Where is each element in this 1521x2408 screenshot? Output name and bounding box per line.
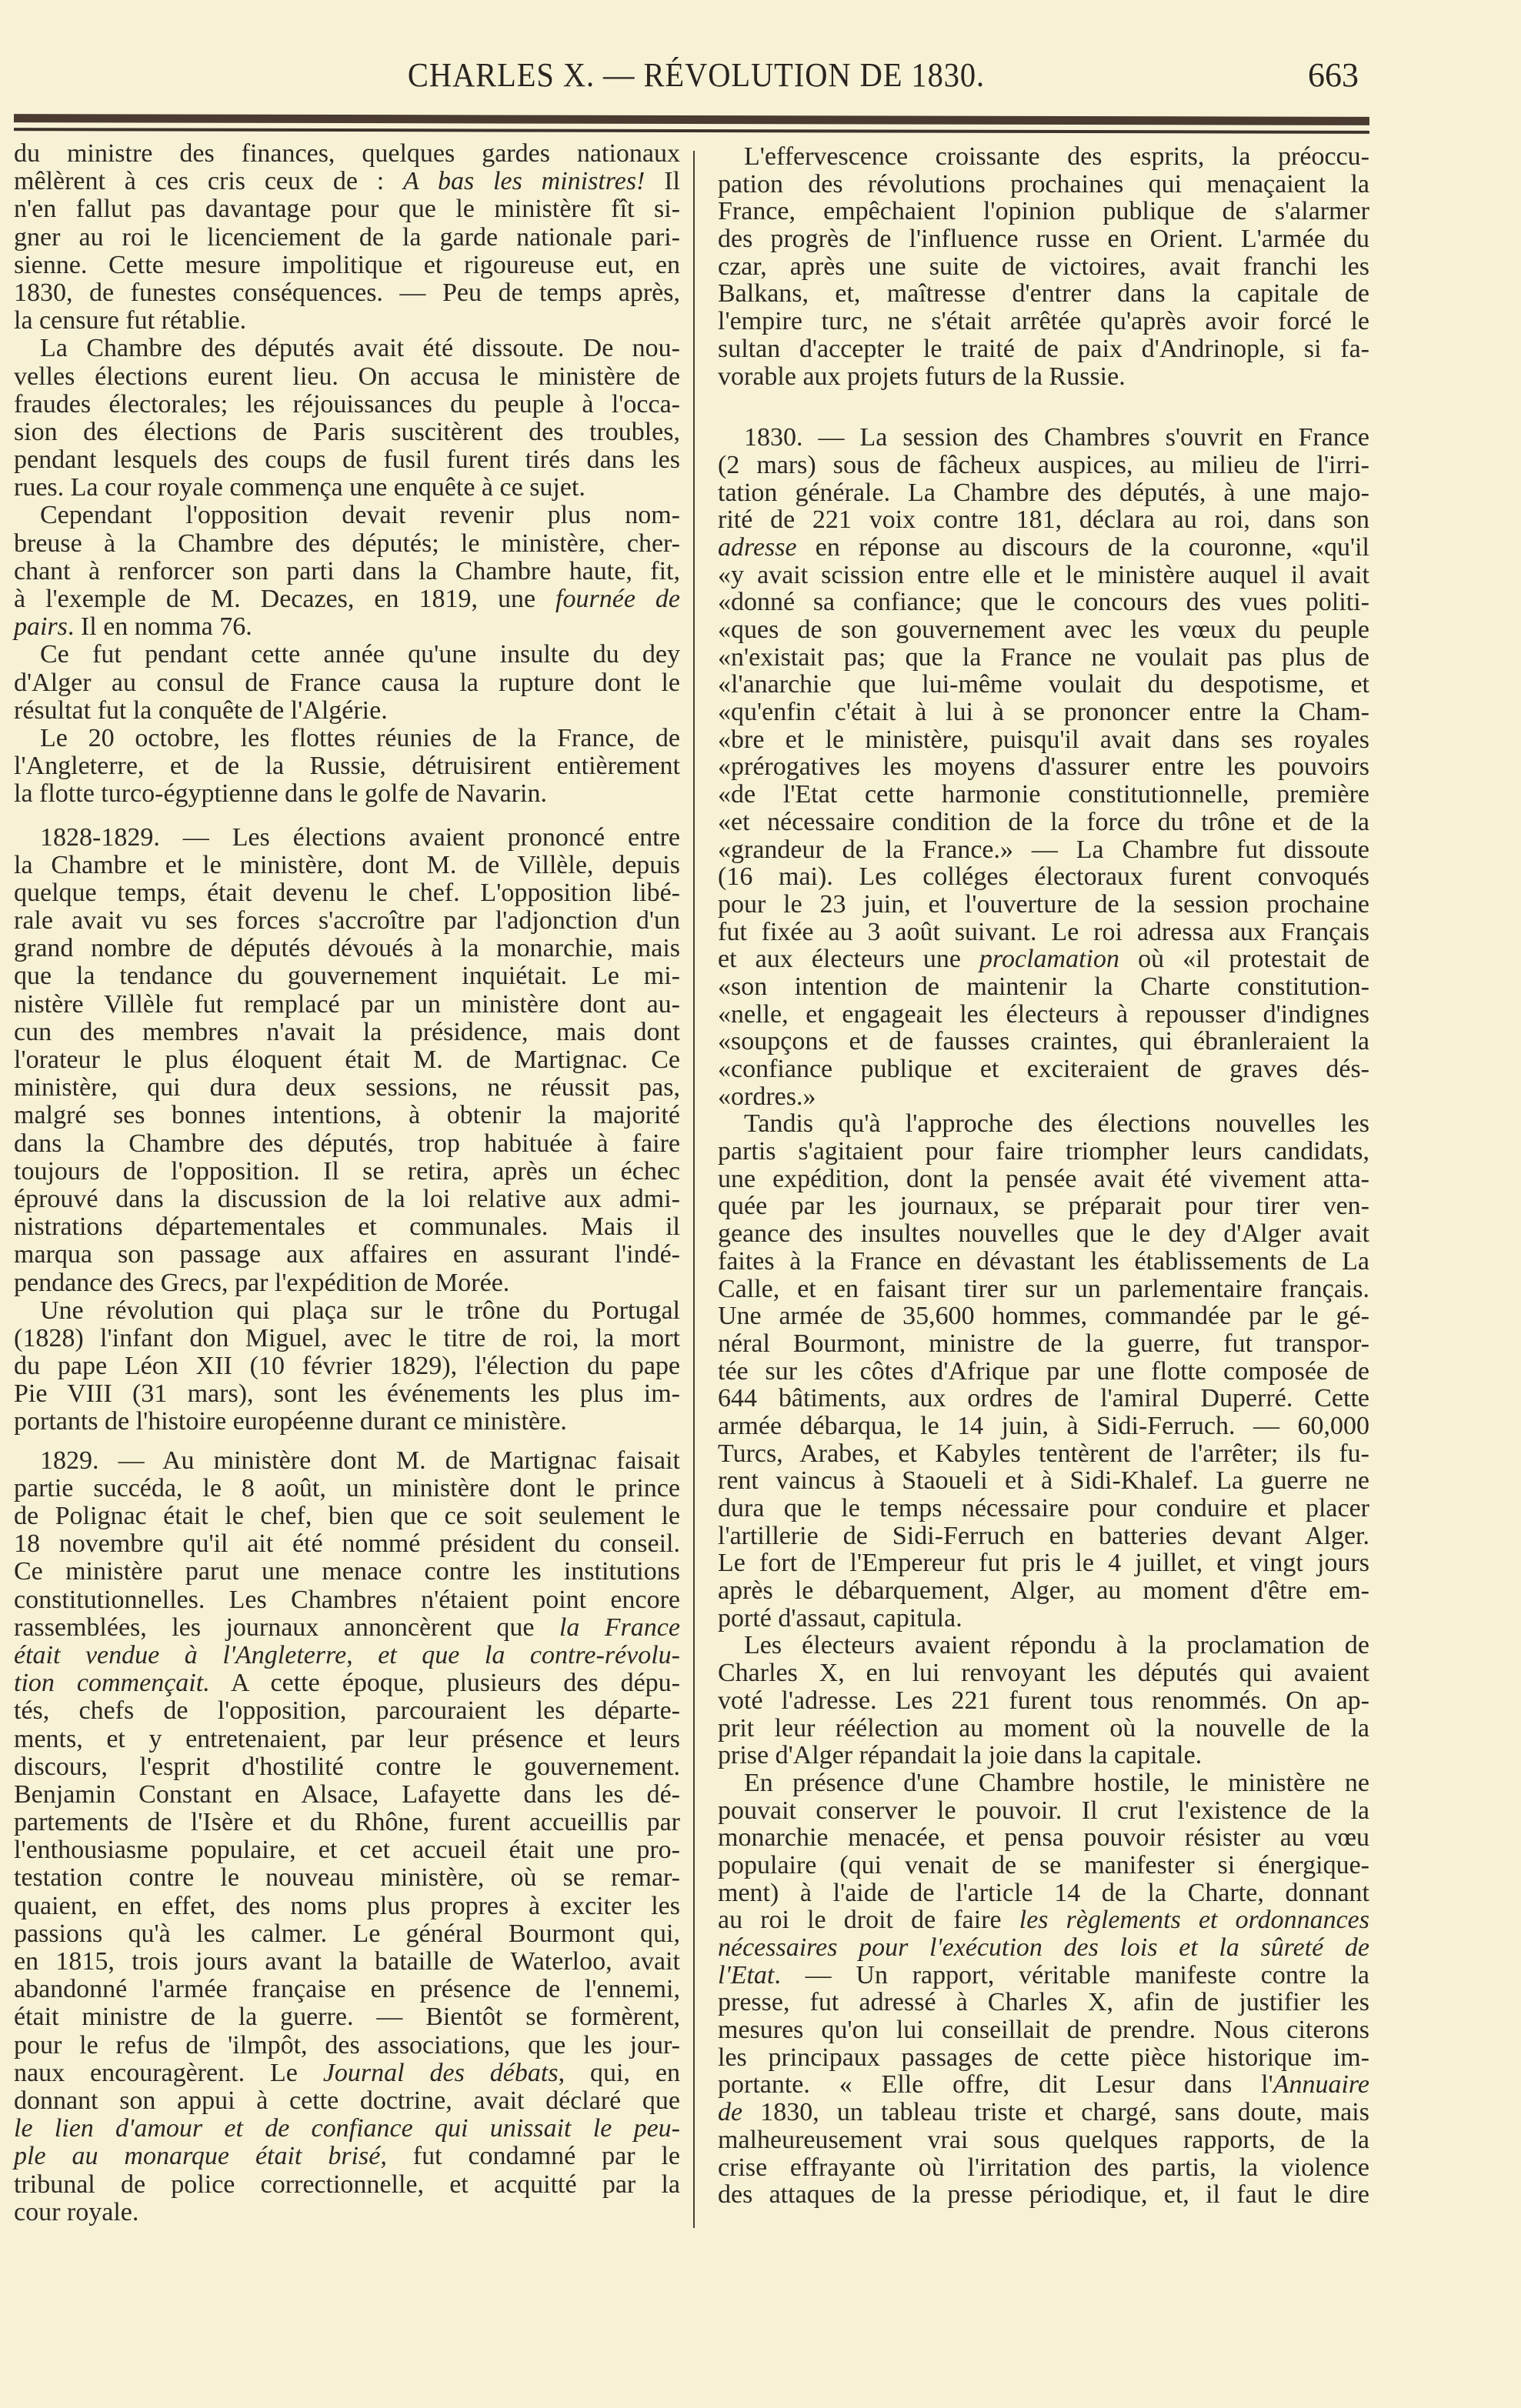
text-line: porté d'assaut, capitula.: [718, 1603, 962, 1633]
text-line: Balkans, et, maîtresse d'entrer dans la capitale de: [718, 279, 1369, 309]
text-line: après le débarquement, Alger, au moment d'être em-: [718, 1576, 1369, 1606]
italic-text-segment: A bas les ministres!: [403, 167, 645, 196]
text-line: [718, 1934, 1369, 1962]
paragraph: [14, 335, 680, 502]
text-line: armée débarqua, le 14 juin, à Sidi-Ferruch. — 60,000: [718, 1411, 1369, 1440]
text-line: Une armée de 35,600 hommes, commandée par le gé-: [718, 1302, 1369, 1331]
text-line: «bre et le ministère, puisqu'il avait dans ses royales: [718, 725, 1369, 754]
text-line: l'artillerie de Sidi-Ferruch en batteries devant Alger.: [718, 1521, 1369, 1550]
paragraph: [14, 725, 680, 809]
text-segment: naux encouragèrent. Le: [14, 2058, 323, 2087]
italic-text-segment: de: [718, 2098, 743, 2127]
text-line: «confiance publique et exciteraient de graves dés-: [718, 1055, 1369, 1083]
italic-text-segment: tion commençait.: [14, 1669, 210, 1698]
text-line: Cependant l'opposition devait revenir plus nom-: [40, 501, 680, 530]
text-line: partis s'agitaient pour faire triompher leurs candidats,: [718, 1137, 1369, 1166]
text-segment: . — Un rapport, véritable manifeste contre la: [774, 1960, 1369, 1989]
text-line: [718, 2071, 1369, 2099]
text-line: en 1815, trois jours avant la bataille de Waterloo, avait: [14, 1947, 680, 1976]
paragraph: [718, 1769, 1369, 2209]
text-line: pation des révolutions prochaines qui menaçaient la: [718, 169, 1369, 198]
text-line: tation générale. La Chambre des députés, à une majo-: [718, 478, 1369, 507]
text-line: populaire (qui venait de se manifester si énergique-: [718, 1850, 1369, 1879]
text-line: 1829. — Au ministère dont M. de Martignac faisait: [40, 1446, 680, 1475]
text-line: fut fixée au 3 août suivant. Le roi adressa aux Français: [718, 917, 1369, 946]
text-line: résultat fut la conquête de l'Algérie.: [14, 695, 388, 725]
text-line: du ministre des finances, quelques gardes nationaux: [14, 139, 680, 168]
text-line: «ques de son gouvernement avec les vœux du peuple: [718, 615, 1369, 644]
text-line: donnant son appui à cette doctrine, avait déclaré que: [14, 2086, 680, 2115]
text-line: des attaques de la presse périodique, et, il faut le dire: [718, 2180, 1369, 2210]
text-line: [718, 946, 1369, 973]
text-line: constitutionnelles. Les Chambres n'étaient point encore: [14, 1585, 680, 1614]
text-line: «donné sa confiance; que le concours des vues politi-: [718, 588, 1369, 617]
italic-text-segment: proclamation: [979, 945, 1119, 974]
text-line: France, empêchaient l'opinion publique de s'alarmer: [718, 197, 1369, 226]
text-line: 644 bâtiments, aux ordres de l'amiral Duperré. Cette: [718, 1384, 1369, 1413]
text-line: chant à renforcer son parti dans la Chambre haute, fit,: [14, 556, 680, 585]
text-line: abandonné l'armée française en présence de l'ennemi,: [14, 1975, 680, 2004]
text-line: Pie VIII (31 mars), sont les événements les plus im-: [14, 1379, 680, 1409]
text-line: la Chambre et le ministère, dont M. de Villèle, depuis: [14, 850, 680, 879]
text-line: [14, 2115, 680, 2143]
text-line: sienne. Cette mesure impolitique et rigoureuse eut, en: [14, 250, 680, 279]
text-line: «y avait scission entre elle et le ministère auquel il avait: [718, 560, 1369, 589]
paragraph: [14, 502, 680, 641]
text-line: «prérogatives les moyens d'assurer entre les pouvoirs: [718, 752, 1369, 782]
text-segment: au roi le droit de faire: [718, 1906, 1019, 1935]
text-line: [14, 168, 680, 195]
text-line: voté l'adresse. Les 221 furent tous renommés. On ap-: [718, 1686, 1369, 1715]
text-line: l'Angleterre, et de la Russie, détruisirent entièrement: [14, 752, 680, 781]
text-line: pour le refus de 'ilmpôt, des associations, que les jour-: [14, 2030, 680, 2059]
text-line: presse, fut adressé à Charles X, afin de justifier les: [718, 1988, 1369, 2017]
text-line: tée sur les côtes d'Afrique par une flotte composée de: [718, 1356, 1369, 1386]
text-segment: et aux électeurs une: [718, 945, 980, 974]
left-column: [14, 140, 680, 2226]
text-line: 1830, de funestes conséquences. — Peu de temps après,: [14, 278, 680, 307]
text-segment: Il: [645, 167, 680, 196]
text-line: Benjamin Constant en Alsace, Lafayette dans les dé-: [14, 1779, 680, 1809]
text-line: prit leur réélection au moment où la nouvelle de la: [718, 1713, 1369, 1743]
text-line: quaient, en effet, des noms plus propres à exciter les: [14, 1891, 680, 1920]
text-line: faites à la France en dévastant les établissements de La: [718, 1246, 1369, 1276]
italic-text-segment: les règlements et ordonnances: [1019, 1906, 1370, 1935]
text-line: une expédition, dont la pensée avait été vivement atta-: [718, 1164, 1369, 1193]
text-line: (1828) l'infant don Miguel, avec le titre de roi, la mort: [14, 1323, 680, 1352]
text-line: «de l'Etat cette harmonie constitutionnelle, première: [718, 780, 1369, 809]
text-line: «ordres.»: [718, 1082, 816, 1111]
text-line: «n'existait pas; que la France ne voulait pas plus de: [718, 642, 1369, 672]
right-column: [718, 143, 1369, 2209]
text-line: n'en fallut pas davantage pour que le ministère fît si-: [14, 195, 680, 224]
text-line: nistère Villèle fut remplacé par un ministère dont au-: [14, 989, 680, 1019]
paragraph: [14, 641, 680, 725]
text-segment: 1830, un tableau triste et chargé, sans doute, mais: [742, 2098, 1369, 2127]
text-line: 1828-1829. — Les élections avaient prononcé entre: [40, 822, 680, 852]
text-line: que la tendance du gouvernement inquiétait. Le mi-: [14, 962, 680, 991]
italic-text-segment: adresse: [718, 532, 797, 562]
text-line: éprouvé dans la discussion de la loi relative aux admi-: [14, 1184, 680, 1213]
text-line: monarchie menacée, et pensa pouvoir résister au vœu: [718, 1823, 1369, 1853]
text-segment: , qui, en: [558, 2058, 680, 2087]
text-line: Les électeurs avaient répondu à la proclamation de: [744, 1631, 1369, 1660]
text-line: 18 novembre qu'il ait été nommé président du conseil.: [14, 1529, 680, 1559]
paragraph: [14, 824, 680, 1297]
text-line: pouvait conserver le pouvoir. Il crut l'existence de la: [718, 1796, 1369, 1825]
text-line: mesures qu'on lui conseillait de prendre. Nous citerons: [718, 2016, 1369, 2045]
text-line: cun des membres n'avait la présidence, mais dont: [14, 1017, 680, 1046]
text-line: tribunal de police correctionnelle, et acquitté par la: [14, 2170, 680, 2199]
text-line: pendance des Grecs, par l'expédition de Morée.: [14, 1268, 510, 1297]
text-line: [718, 1906, 1369, 1934]
text-segment: rassemblées, les journaux annoncèrent que: [14, 1613, 559, 1642]
italic-text-segment: était vendue à l'Angleterre, et que la contre-révolu-: [14, 1640, 680, 1669]
paragraph: [718, 143, 1369, 390]
text-line: tés, chefs de l'opposition, parcouraient les départe-: [14, 1696, 680, 1726]
paragraph: [14, 1297, 680, 1436]
text-line: [718, 2099, 1369, 2126]
text-line: quée par les journaux, se préparait pour tirer ven-: [718, 1192, 1369, 1221]
text-line: [14, 1614, 680, 1642]
text-line: ment) à l'aide de l'article 14 de la Charte, donnant: [718, 1878, 1369, 1907]
italic-text-segment: le lien d'amour et de confiance qui unissait le peu-: [14, 2114, 680, 2143]
text-line: pendant lesquels des coups de fusil furent tirés dans les: [14, 445, 680, 475]
text-line: La Chambre des députés avait été dissoute. De nou-: [40, 334, 680, 363]
text-line: toujours de l'opposition. Il se retira, après un échec: [14, 1156, 680, 1186]
column-divider: [693, 151, 695, 2228]
text-line: Le 20 octobre, les flottes réunies de la France, de: [40, 723, 680, 752]
text-line: crise effrayante où l'irritation des partis, la violence: [718, 2153, 1369, 2182]
header-rule-thick: [14, 114, 1369, 125]
text-line: rité de 221 voix contre 181, déclara au roi, dans son: [718, 505, 1369, 535]
text-line: Ce fut pendant cette année qu'une insulte du dey: [40, 640, 680, 669]
text-line: sultan d'accepter le traité de paix d'Andrinople, si fa-: [718, 334, 1369, 363]
text-line: l'enthousiasme populaire, et cet accueil était une pro-: [14, 1836, 680, 1865]
text-line: discours, l'esprit d'hostilité contre le gouvernement.: [14, 1752, 680, 1781]
text-line: «et nécessaire condition de la force du trône et de la: [718, 807, 1369, 836]
text-line: L'effervescence croissante des esprits, la préoccu-: [744, 142, 1369, 171]
text-line: de Polignac était le chef, bien que ce soit seulement le: [14, 1502, 680, 1530]
text-line: d'Alger au consul de France causa la rupture dont le: [14, 668, 680, 697]
text-line: gner au roi le licenciement de la garde nationale pari-: [14, 222, 680, 252]
text-line: geance des insultes nouvelles que le dey d'Alger avait: [718, 1219, 1369, 1249]
text-line: cour royale.: [14, 2197, 139, 2226]
text-line: «grandeur de la France.» — La Chambre fut dissoute: [718, 835, 1369, 864]
text-line: ments, et y entretenaient, par leur présence et leurs: [14, 1724, 680, 1753]
italic-text-segment: l'Etat: [718, 1960, 775, 1989]
paragraph: [718, 1110, 1369, 1632]
text-line: En présence d'une Chambre hostile, le ministère ne: [744, 1768, 1369, 1797]
text-line: «qu'enfin c'était à lui à se prononcer entre la Cham-: [718, 698, 1369, 727]
paragraph: [14, 1447, 680, 2226]
text-line: malheureusement vrai sous quelques rapports, de la: [718, 2125, 1369, 2154]
text-line: testation contre le nouveau ministère, où se remar-: [14, 1863, 680, 1893]
text-line: sion des élections de Paris suscitèrent des troubles,: [14, 417, 680, 446]
text-line: Turcs, Arabes, et Kabyles tentèrent de l'arrêter; ils fu-: [718, 1439, 1369, 1468]
text-segment: mêlèrent à ces cris ceux de :: [14, 167, 404, 196]
text-line: Le fort de l'Empereur fut pris le 4 juillet, et vingt jours: [718, 1549, 1369, 1578]
text-line: breuse à la Chambre des députés; le ministère, cher-: [14, 529, 680, 558]
text-segment: où «il protestait de: [1119, 945, 1369, 974]
text-line: rues. La cour royale commença une enquête à ce sujet.: [14, 473, 585, 502]
text-line: Une révolution qui plaça sur le trône du Portugal: [40, 1296, 680, 1325]
text-line: était ministre de la guerre. — Bientôt se formèrent,: [14, 2003, 680, 2032]
text-segment: A cette époque, plusieurs des dépu-: [209, 1669, 681, 1698]
italic-text-segment: pairs: [14, 612, 68, 642]
text-line: 1830. — La session des Chambres s'ouvrit en France: [744, 423, 1369, 452]
text-line: les principaux passages de cette pièce historique im-: [718, 2043, 1369, 2072]
text-line: nistrations départementales et communales. Mais il: [14, 1212, 680, 1242]
text-line: vorable aux projets futurs de la Russie.: [718, 362, 1126, 391]
text-segment: à l'exemple de M. Decazes, en 1819, une: [14, 585, 556, 613]
text-line: «soupçons et de fausses craintes, qui ébranleraient la: [718, 1027, 1369, 1056]
text-line: Tandis qu'à l'approche des élections nouvelles les: [744, 1109, 1369, 1139]
text-line: ministère, qui dura deux sessions, ne réussit pas,: [14, 1073, 680, 1102]
text-line: czar, après une suite de victoires, avait franchi les: [718, 252, 1369, 281]
text-line: [14, 1669, 680, 1697]
italic-text-segment: la France: [559, 1613, 680, 1642]
text-line: [718, 1962, 1369, 1989]
text-line: la flotte turco-égyptienne dans le golfe de Navarin.: [14, 779, 547, 809]
text-line: malgré ses bonnes intentions, à obtenir la majorité: [14, 1101, 680, 1130]
text-line: [14, 1642, 680, 1669]
italic-text-segment: ple au monarque était brisé,: [14, 2142, 387, 2171]
text-segment: portante. « Elle offre, dit Lesur dans l': [718, 2070, 1273, 2099]
text-line: [14, 2143, 680, 2170]
text-line: dans la Chambre des députés, trop habituée à faire: [14, 1129, 680, 1158]
text-line: Calle, et en faisant tirer sur un parlementaire français.: [718, 1274, 1369, 1303]
text-segment: . Il en nomma 76.: [67, 612, 252, 642]
text-segment: fut condamné par le: [386, 2142, 680, 2171]
text-line: partements de l'Isère et du Rhône, furent accueillis par: [14, 1808, 680, 1837]
text-line: marqua son passage aux affaires en assurant l'indé-: [14, 1240, 680, 1269]
text-line: rale avait vu ses forces s'accroître par l'adjonction d'un: [14, 906, 680, 936]
text-line: fraudes électorales; les réjouissances du peuple à l'occa-: [14, 389, 680, 419]
paragraph: [14, 140, 680, 335]
text-line: rent vaincus à Staoueli et à Sidi-Khalef. La guerre ne: [718, 1466, 1369, 1496]
text-line: pour le 23 juin, et l'ouverture de la session prochaine: [718, 889, 1369, 919]
text-line: l'orateur le plus éloquent était M. de Martignac. Ce: [14, 1046, 680, 1074]
text-line: néral Bourmont, ministre de la guerre, fut transpor-: [718, 1329, 1369, 1358]
text-line: velles élections eurent lieu. On accusa le ministère de: [14, 362, 680, 391]
text-line: des progrès de l'influence russe en Orient. L'armée du: [718, 225, 1369, 254]
text-line: [718, 534, 1369, 562]
italic-text-segment: fournée de: [555, 585, 680, 613]
text-line: [14, 585, 680, 613]
paragraph: [718, 424, 1369, 1110]
text-line: grand nombre de députés dévoués à la monarchie, mais: [14, 934, 680, 963]
text-line: Ce ministère parut une menace contre les institutions: [14, 1557, 680, 1586]
text-line: l'empire turc, ne s'était arrêtée qu'après avoir forcé le: [718, 307, 1369, 336]
running-header-title: CHARLES X. — RÉVOLUTION DE 1830.: [407, 56, 986, 94]
text-line: du pape Léon XII (10 février 1829), l'élection du pape: [14, 1352, 680, 1381]
text-line: Charles X, en lui renvoyant les députés qui avaient: [718, 1659, 1369, 1688]
text-line: partie succéda, le 8 août, un ministère dont le prince: [14, 1473, 680, 1502]
italic-text-segment: Journal des débats: [322, 2058, 559, 2087]
text-line: [14, 2059, 680, 2087]
paragraph: [718, 1632, 1369, 1769]
text-line: (2 mars) sous de fâcheux auspices, au milieu de l'irri-: [718, 450, 1369, 479]
text-line: portants de l'histoire européenne durant ce ministère.: [14, 1407, 567, 1436]
text-line: la censure fut rétablie.: [14, 306, 247, 335]
text-line: passions qu'à les calmer. Le général Bourmont qui,: [14, 1919, 680, 1948]
header-rule-thin: [14, 128, 1369, 134]
text-segment: en réponse au discours de la couronne, «qu'il: [796, 532, 1369, 562]
text-line: [14, 613, 680, 641]
text-line: quelque temps, était devenu le chef. L'opposition libé-: [14, 878, 680, 907]
text-line: dura que le temps nécessaire pour conduire et placer: [718, 1494, 1369, 1523]
italic-text-segment: Annuaire: [1273, 2070, 1369, 2099]
text-line: prise d'Alger répandait la joie dans la capitale.: [718, 1741, 1202, 1770]
text-line: «son intention de maintenir la Charte constitution-: [718, 972, 1369, 1001]
text-line: «nelle, et engageait les électeurs à repousser d'indignes: [718, 999, 1369, 1029]
italic-text-segment: nécessaires pour l'exécution des lois et la sûreté de: [718, 1933, 1369, 1962]
text-line: (16 mai). Les colléges électoraux furent convoqués: [718, 862, 1369, 892]
text-line: «l'anarchie que lui-même voulait du despotisme, et: [718, 670, 1369, 699]
page-number: 663: [1308, 56, 1359, 94]
